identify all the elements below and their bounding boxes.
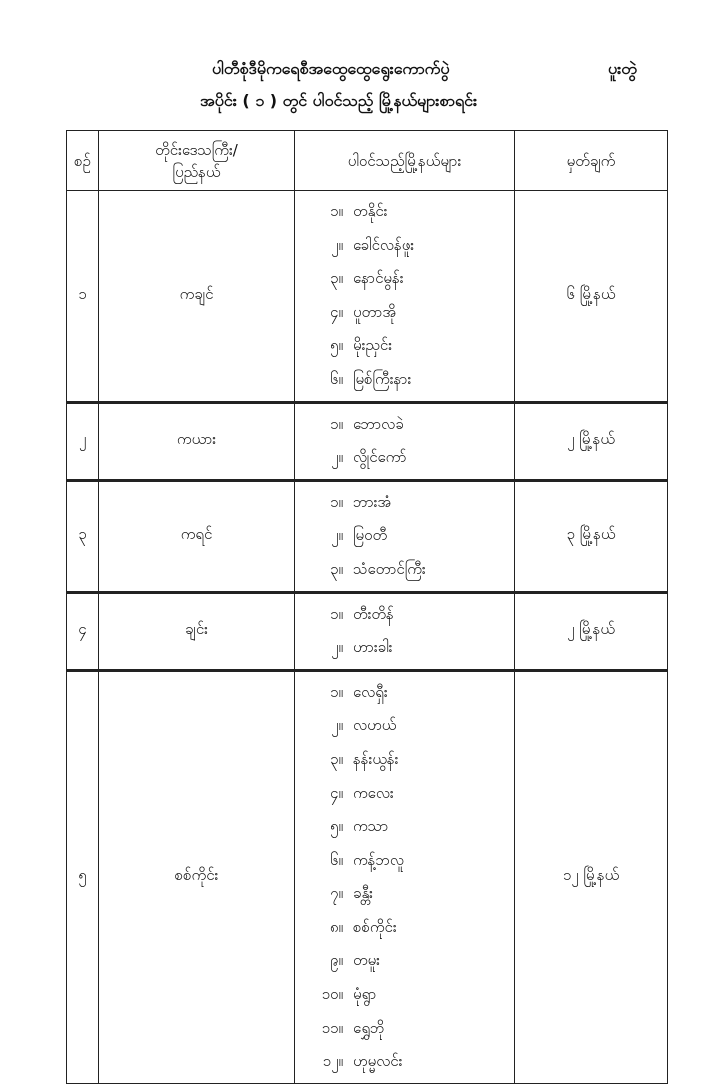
township-name: ကန့်ဘလူ — [353, 850, 404, 869]
table-row — [67, 191, 668, 403]
township-number: ၅။ — [330, 336, 343, 355]
table-row — [67, 670, 668, 1083]
township-number: ၉။ — [330, 951, 343, 970]
township-number: ၅။ — [330, 817, 343, 836]
township-list — [295, 592, 515, 670]
township-number: ၁၁။ — [321, 1018, 343, 1037]
township-number: ၁။ — [330, 492, 343, 511]
township-item — [309, 519, 514, 553]
region-name: စစ်ကိုင်း — [99, 670, 295, 1083]
township-item — [309, 598, 514, 632]
township-name: မြစ်ကြီးနား — [353, 369, 412, 388]
township-list — [295, 402, 515, 480]
document-title: ပါတီစုံဒီမိုကရေစီအထွေထွေရွေးကောက်ပွဲ — [212, 59, 450, 78]
township-name: ကလေး — [353, 783, 394, 802]
township-name: ဟုမ္မလင်း — [353, 1052, 403, 1071]
township-name: ရွှေဘို — [353, 1018, 385, 1037]
attachment-label: ပူးတွဲ — [608, 59, 637, 78]
township-item — [309, 262, 514, 296]
township-number: ၁။ — [330, 414, 343, 433]
township-item — [309, 877, 514, 911]
township-name: လေရှီး — [353, 682, 388, 701]
township-name: နန်းယွန်း — [353, 749, 399, 768]
township-item — [309, 709, 514, 743]
township-number: ၁။ — [330, 202, 343, 220]
remark: ၂ မြို့နယ် — [515, 402, 668, 480]
township-item — [309, 296, 514, 330]
township-name: မုံရွာ — [353, 985, 377, 1004]
township-name: တီးတိန် — [353, 604, 394, 623]
header-remark: မှတ်ချက် — [515, 131, 668, 191]
remark: ၆ မြို့နယ် — [515, 191, 668, 403]
table-header-row — [67, 131, 668, 191]
township-item — [309, 329, 514, 363]
region-name: ချင်း — [99, 592, 295, 670]
township-name: ခေါင်လန်ဖူး — [353, 235, 415, 254]
township-number: ၂။ — [331, 638, 343, 657]
township-item — [309, 631, 514, 665]
township-number: ၄။ — [330, 783, 343, 802]
township-number: ၁။ — [330, 682, 343, 701]
row-number: ၅ — [67, 670, 99, 1083]
township-number: ၂။ — [331, 235, 343, 254]
township-number: ၁၂။ — [322, 1052, 343, 1071]
township-name: ဘောလခဲ — [353, 414, 404, 433]
township-number: ၈။ — [329, 917, 343, 936]
township-item — [309, 777, 514, 811]
township-name: ခန္တီး — [353, 884, 373, 903]
township-item — [309, 229, 514, 263]
region-name: ကချင် — [99, 191, 295, 403]
remark: ၂ မြို့နယ် — [515, 592, 668, 670]
township-list — [295, 191, 515, 403]
township-name: တမူး — [353, 951, 380, 970]
table-row — [67, 592, 668, 670]
township-number: ၇။ — [330, 884, 343, 903]
township-item — [309, 810, 514, 844]
township-name: လွိုင်ကော် — [353, 448, 407, 467]
township-number: ၂။ — [331, 448, 343, 467]
table-row — [67, 480, 668, 592]
township-name: လဟယ် — [353, 716, 397, 735]
township-name: မိုးညှင်း — [353, 336, 393, 355]
township-name: မြဝတီ — [353, 526, 388, 545]
township-item — [309, 1045, 514, 1079]
header-region — [99, 131, 295, 191]
township-item — [309, 553, 514, 587]
township-number: ၁၀။ — [321, 985, 343, 1004]
row-number: ၂ — [67, 402, 99, 480]
remark: ၃ မြို့နယ် — [515, 480, 668, 592]
table-body — [67, 191, 668, 1084]
township-name: ဟားခါး — [353, 638, 393, 657]
township-number: ၄။ — [330, 302, 343, 321]
township-item — [309, 1012, 514, 1046]
row-number: ၃ — [67, 480, 99, 592]
township-item — [309, 911, 514, 945]
township-item — [309, 844, 514, 878]
township-table — [66, 130, 668, 1084]
township-name: သံတောင်ကြီး — [353, 559, 426, 578]
row-number: ၄ — [67, 592, 99, 670]
township-number: ၃။ — [330, 559, 343, 578]
township-list — [295, 670, 515, 1083]
township-item — [309, 676, 514, 710]
row-number: ၁ — [67, 191, 99, 403]
header-townships: ပါဝင်သည့်မြို့နယ်များ — [295, 131, 515, 191]
header-no: စဉ် — [67, 131, 99, 191]
township-item — [309, 978, 514, 1012]
township-name: နောင်မွန်း — [353, 269, 404, 288]
township-number: ၃။ — [330, 269, 343, 288]
township-name: စစ်ကိုင်း — [353, 917, 397, 936]
region-name: ကယား — [99, 402, 295, 480]
table-row — [67, 402, 668, 480]
township-item — [309, 944, 514, 978]
document-subtitle: အပိုင်း ( ၁ ) တွင် ပါဝင်သည့် မြို့နယ်များစာရင်း — [200, 91, 478, 110]
township-list — [295, 480, 515, 592]
township-item — [309, 408, 514, 442]
header-region-line2: ပြည်နယ် — [172, 162, 221, 181]
township-number: ၆။ — [330, 369, 343, 388]
township-item — [309, 743, 514, 777]
township-number: ၂။ — [331, 716, 343, 735]
township-item — [309, 486, 514, 520]
township-item — [309, 441, 514, 475]
township-number: ၆။ — [330, 850, 343, 869]
township-number: ၁။ — [330, 604, 343, 623]
township-name: ကသာ — [353, 817, 389, 836]
township-name: ပူတာအို — [353, 302, 397, 321]
township-number: ၂။ — [331, 526, 343, 545]
township-item — [309, 363, 514, 397]
township-name: ဘားအံ — [353, 492, 392, 511]
township-name: တနိုင်း — [353, 202, 388, 220]
remark: ၁၂ မြို့နယ် — [515, 670, 668, 1083]
header-region-line1: တိုင်းဒေသကြီး/ — [155, 140, 238, 159]
region-name: ကရင် — [99, 480, 295, 592]
township-number: ၃။ — [330, 749, 343, 768]
township-item — [309, 195, 514, 229]
